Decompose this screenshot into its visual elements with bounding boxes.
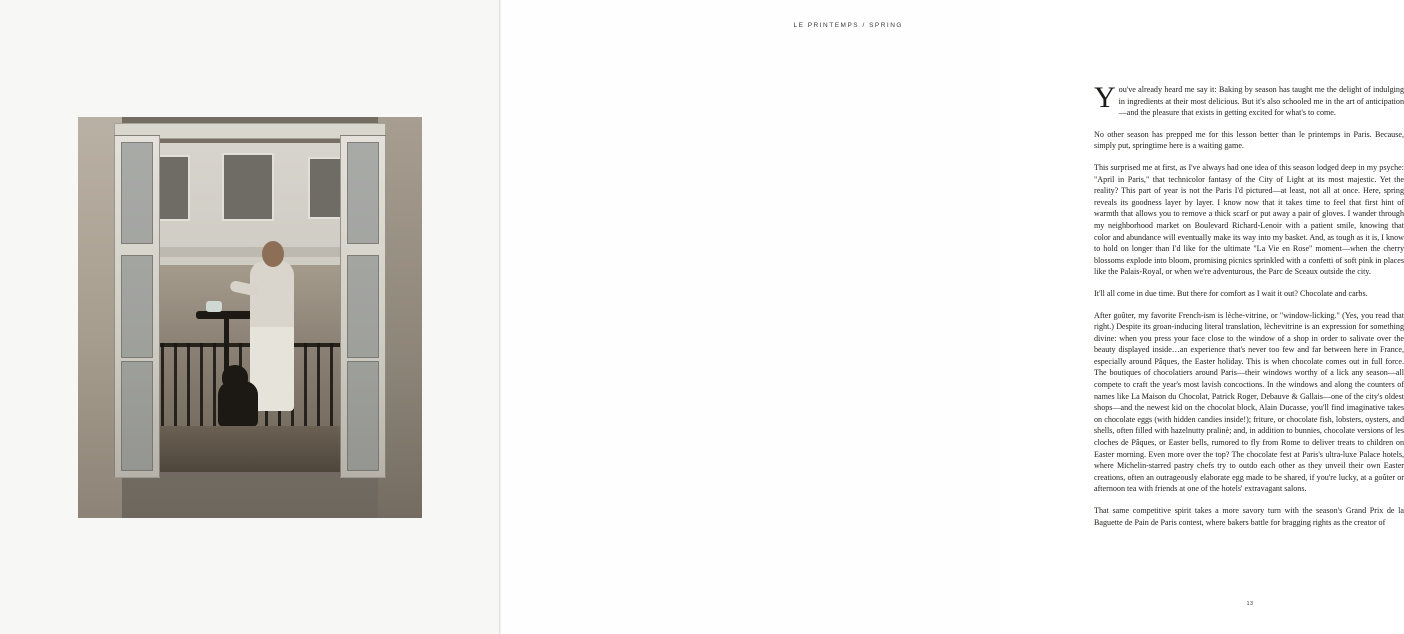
spread-gutter bbox=[499, 0, 501, 634]
french-door-left bbox=[114, 135, 160, 478]
body-text-column bbox=[1094, 81, 1404, 538]
paragraph-text: ou've already heard me say it: Baking by season has taught me the delight of indulging in ingredients at their most delicious. But it's also schooled me in the art of anticipation—and the pleasure that exists in getting excited for what's to come. bbox=[1118, 85, 1404, 118]
person-head bbox=[262, 241, 284, 267]
door-pane bbox=[347, 255, 379, 357]
door-pane bbox=[121, 142, 153, 244]
coffee-cup bbox=[206, 301, 222, 312]
drop-cap: Y bbox=[1094, 81, 1116, 114]
door-pane bbox=[121, 361, 153, 471]
paragraph-5: After goûter, my favorite French-ism is lèche-vitrine, or "window-licking." (Yes, you read that right.) Despite its groan-inducing literal translation, lèchevitrine is an expression for something divine: when you press your face close to the window of a shop in order to salivate over the beauty displayed inside…an experience that's never too few and far between here in France, especially around Pâques, the Easter holiday. This is when chocolate comes out in full force. The boutiques of chocolatiers around Paris—their windows worthy of a lick any season—all compete to craft the year's most lavish concoctions. In the windows and along the counters of names like La Maison du Chocolat, Patrick Roger, Debauve & Gallais—one of the city's oldest shops—and the newest kid on the chocolat block, Alain Ducasse, you'll find imaginative takes on chocolate eggs (with hidden candies inside!); friture, or chocolate fish, lobsters, oysters, and shells, often filled with hazelnutty pralinè; and, in addition to bunnies, chocolate versions of les cloches de Pâques, or Easter bells, rumored to fly from Rome to deliver treats to children on Easter morning. Even more over the top? The chocolate fest at Paris's ultra-luxe Palace hotels, where Michelin-starred pastry chefs try to outdo each other as they unveil their own Easter creations, often an outrageously elaborate egg made to be shared, if you're lucky, at a goûter or afternoon tea with friends at one of the hotels' extravagant salons. bbox=[1094, 310, 1404, 494]
photo-man-and-dog-at-window bbox=[78, 117, 422, 518]
photo-image bbox=[78, 117, 422, 518]
page-number: 13 bbox=[1246, 601, 1254, 607]
paragraph-2: No other season has prepped me for this lesson better than le printemps in Paris. Because, simply put, springtime here is a waiting game. bbox=[1094, 129, 1404, 151]
paragraph-3: This surprised me at first, as I've always had one idea of this season lodged deep in my psyche: "April in Paris," that technicolor fantasy of the City of Light at its most majestic. Yet the reality? This part of year is not the Paris I'd pictured—at least, not all at once. Here, spring reveals its goodness layer by layer. I know now that it takes time to feel that first hint of warmth that allows you to remove a thick scarf or put away a pair of gloves. I wander through my neighborhood market on Boulevard Richard-Lenoir with a patient smile, knowing that color and abundance will eventually make its way into my basket. And, as tough as it is, I know to hold on longer than I'd like for the ultimate "La Vie en Rose" moment—when the cherry blossoms explode into bloom, promising picnics sprinkled with a confetti of soft pink in places like the Palais-Royal, or when we're adventurous, the Parc de Sceaux outside the city. bbox=[1094, 162, 1404, 277]
right-page bbox=[500, 0, 1404, 634]
running-head: LE PRINTEMPS / SPRING bbox=[793, 22, 903, 29]
dog-head bbox=[222, 365, 248, 389]
left-page bbox=[0, 0, 500, 634]
paragraph-6: That same competitive spirit takes a more savory turn with the season's Grand Prix de la Baguette de Pain de Paris contest, where bakers battle for bragging rights as the creator of bbox=[1094, 506, 1404, 527]
bistro-table bbox=[196, 311, 258, 319]
paragraph-1 bbox=[1094, 81, 1404, 119]
door-pane bbox=[347, 361, 379, 471]
french-door-right bbox=[340, 135, 386, 478]
paragraph-4: It'll all come in due time. But there for comfort as I wait it out? Chocolate and carbs. bbox=[1094, 288, 1368, 298]
facade-window bbox=[222, 153, 274, 221]
door-pane bbox=[347, 142, 379, 244]
door-pane bbox=[121, 255, 153, 357]
